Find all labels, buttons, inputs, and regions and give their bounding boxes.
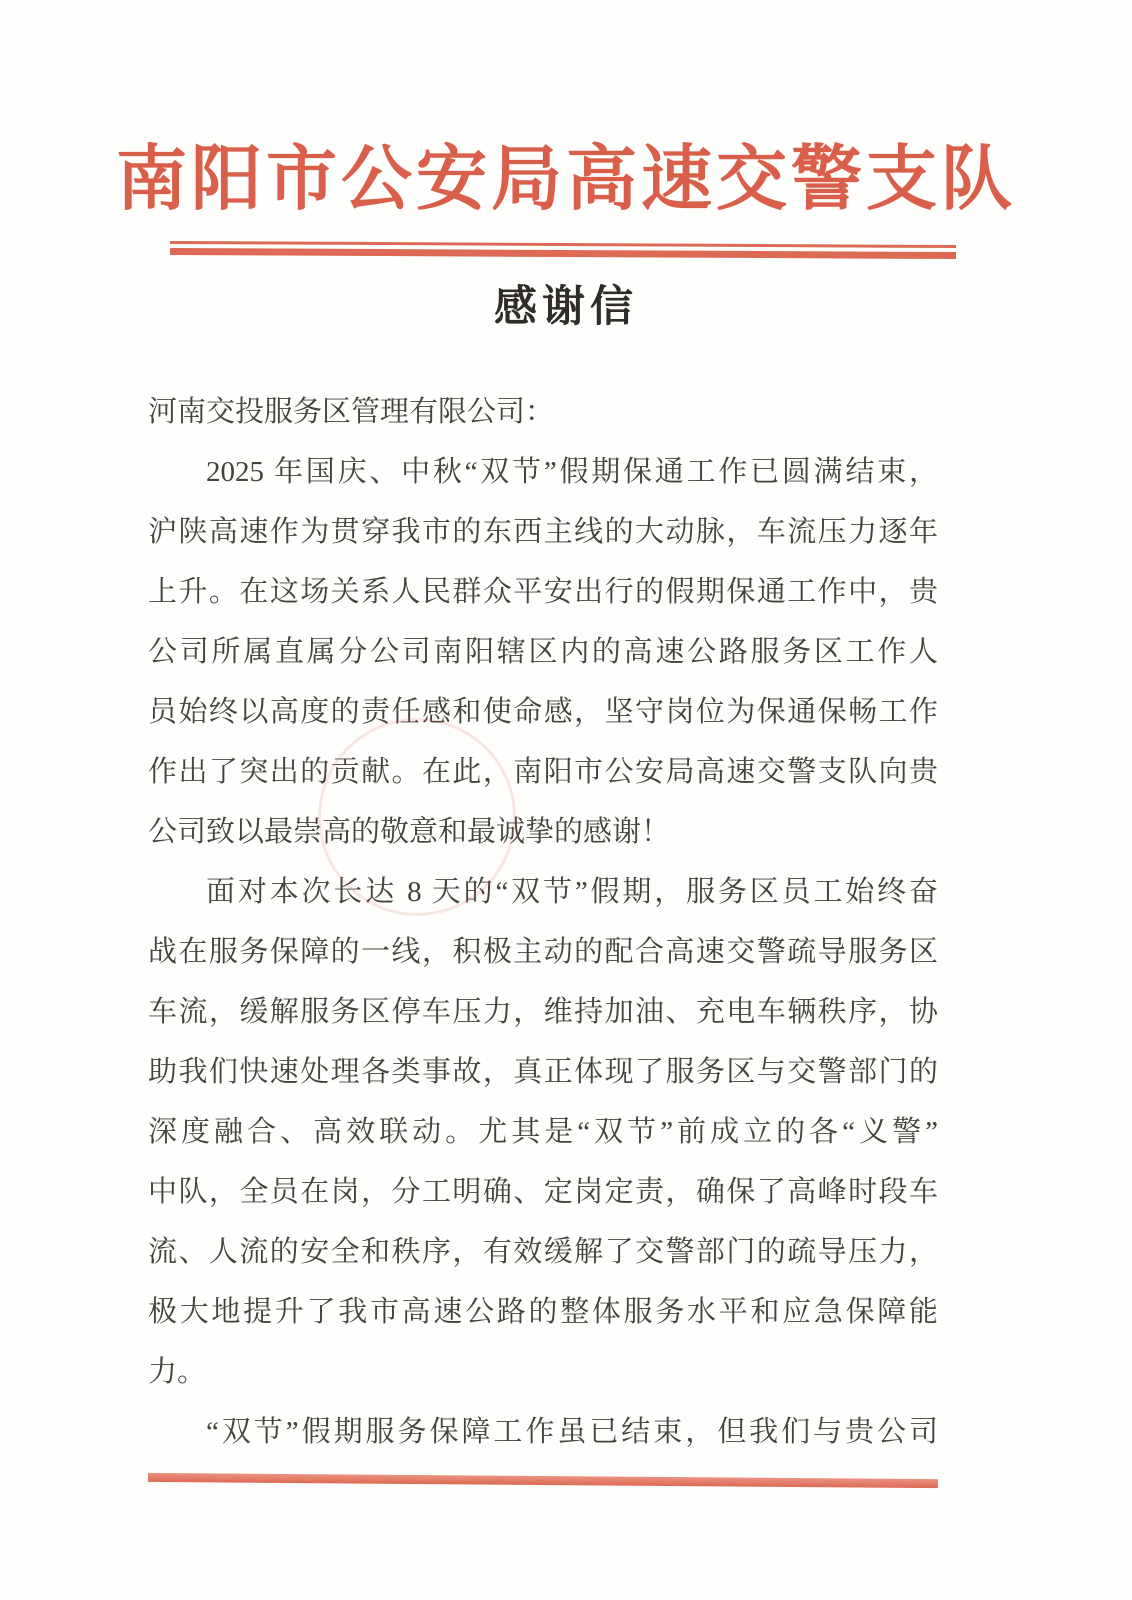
body-line: “双节”假期服务保障工作虽已结束，但我们与贵公司 xyxy=(206,1416,938,1448)
letterhead-double-rule xyxy=(170,241,956,259)
body-line: 深度融合、高效联动。尤其是“双节”前成立的各“义警” xyxy=(148,1116,938,1148)
body-line: 作出了突出的贡献。在此，南阳市公安局高速交警支队向贵 xyxy=(148,756,938,788)
body-line: 公司致以最崇高的敬意和最诚挚的感谢！ xyxy=(148,816,671,848)
body-line: 公司所属直属分公司南阳辖区内的高速公路服务区工作人 xyxy=(148,636,938,668)
body-line: 力。 xyxy=(148,1356,207,1388)
body-line: 战在服务保障的一线，积极主动的配合高速交警疏导服务区 xyxy=(148,936,938,968)
paragraph-2 xyxy=(148,862,938,1402)
paragraph-3 xyxy=(148,1402,938,1462)
body-line: 面对本次长达 8 天的“双节”假期，服务区员工始终奋 xyxy=(206,876,938,908)
letterhead-rule-thick xyxy=(170,248,956,259)
body-line: 流、人流的安全和秩序，有效缓解了交警部门的疏导压力， xyxy=(148,1236,938,1268)
document-title: 感谢信 xyxy=(494,284,638,331)
body-line: 助我们快速处理各类事故，真正体现了服务区与交警部门的 xyxy=(148,1056,938,1088)
body-line: 上升。在这场关系人民群众平安出行的假期保通工作中，贵 xyxy=(148,576,938,608)
letterhead-rule-thin xyxy=(170,241,956,248)
footer-rule xyxy=(148,1473,938,1488)
letterhead-title: 南阳市公安局高速交警支队 xyxy=(115,141,1016,219)
salutation: 河南交投服务区管理有限公司： xyxy=(148,396,555,428)
body-line: 车流，缓解服务区停车压力，维持加油、充电车辆秩序，协 xyxy=(148,996,938,1028)
body-line: 2025 年国庆、中秋“双节”假期保通工作已圆满结束， xyxy=(206,456,938,488)
body-line: 中队，全员在岗，分工明确、定岗定责，确保了高峰时段车 xyxy=(148,1176,938,1208)
letter-body xyxy=(148,382,938,1462)
body-line: 极大地提升了我市高速公路的整体服务水平和应急保障能 xyxy=(148,1296,938,1328)
paragraph-1 xyxy=(148,442,938,862)
body-line: 沪陕高速作为贯穿我市的东西主线的大动脉，车流压力逐年 xyxy=(148,516,938,548)
body-line: 员始终以高度的责任感和使命感，坚守岗位为保通保畅工作 xyxy=(148,696,938,728)
paragraphs-container xyxy=(148,442,938,1462)
